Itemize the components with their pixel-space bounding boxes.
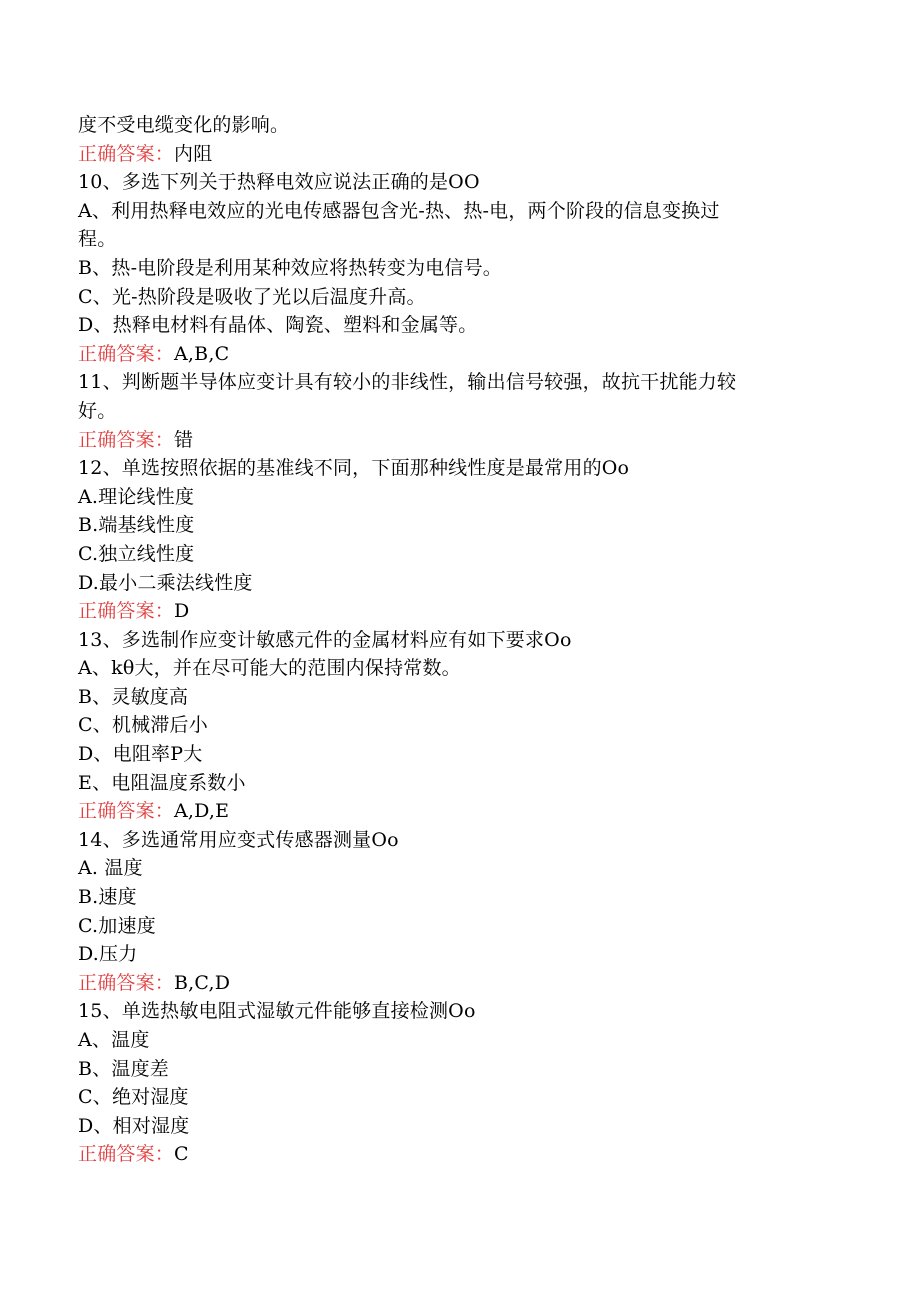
answer-label: 正确答案：: [78, 600, 175, 623]
text-line: D、相对湿度: [78, 1114, 190, 1137]
text-line: A. 温度: [78, 857, 143, 880]
text-line: B、温度差: [78, 1057, 169, 1080]
answer-value: A,B,C: [174, 342, 230, 365]
text-line: A.理论线性度: [78, 485, 195, 508]
answer-label: 正确答案：: [78, 428, 175, 451]
text-line: D.最小二乘法线性度: [78, 571, 253, 594]
answer-line: [78, 1140, 838, 1169]
text-line: C.加速度: [78, 914, 156, 937]
answer-value: 错: [174, 428, 194, 451]
answer-label: 正确答案：: [78, 800, 175, 823]
text-line: 13、多选制作应变计敏感元件的金属材料应有如下要求Oo: [78, 628, 572, 651]
text-line: 12、单选按照依据的基准线不同，下面那种线性度是最常用的Oo: [78, 457, 630, 480]
text-line: 14、多选通常用应变式传感器测量Oo: [78, 828, 399, 851]
text-line: 程。: [78, 228, 117, 251]
answer-line: [78, 340, 838, 369]
answer-line: [78, 797, 838, 826]
answer-line: [78, 597, 838, 626]
text-line: C.独立线性度: [78, 542, 195, 565]
answer-value: B,C,D: [174, 971, 231, 994]
answer-label: 正确答案：: [78, 142, 175, 165]
answer-label: 正确答案：: [78, 971, 175, 994]
answer-value: D: [174, 600, 190, 623]
text-line: A、kθ大，并在尽可能大的范围内保持常数。: [78, 657, 461, 680]
text-line: B、热-电阶段是利用某种效应将热转变为电信号。: [78, 256, 502, 279]
text-line: D、电阻率P大: [78, 743, 203, 766]
text-line: C、机械滞后小: [78, 714, 208, 737]
answer-value: C: [174, 1143, 189, 1166]
answer-value: 内阻: [174, 142, 213, 165]
text-line: 11、判断题半导体应变计具有较小的非线性，输出信号较强，故抗干扰能力较: [78, 371, 737, 394]
answer-line: [78, 140, 838, 169]
text-line: D.压力: [78, 943, 138, 966]
text-line: B.端基线性度: [78, 514, 195, 537]
text-line: B、灵敏度高: [78, 685, 189, 708]
answer-label: 正确答案：: [78, 1143, 175, 1166]
text-line: A、利用热释电效应的光电传感器包含光-热、热-电，两个阶段的信息变换过: [78, 199, 720, 222]
text-line: B.速度: [78, 886, 137, 909]
answer-line: [78, 969, 838, 998]
document-content: [78, 111, 838, 1169]
text-line: 度不受电缆变化的影响。: [78, 114, 290, 136]
text-line: C、光-热阶段是吸收了光以后温度升高。: [78, 285, 426, 308]
text-line: 10、多选下列关于热释电效应说法正确的是OO: [78, 171, 480, 194]
answer-value: A,D,E: [174, 800, 230, 823]
answer-line: [78, 426, 838, 455]
text-line: 15、单选热敏电阻式湿敏元件能够直接检测Oo: [78, 1000, 476, 1023]
text-line: E、电阻温度系数小: [78, 771, 246, 794]
text-line: C、绝对湿度: [78, 1086, 189, 1109]
text-line: D、热释电材料有晶体、陶瓷、塑料和金属等。: [78, 314, 478, 337]
answer-label: 正确答案：: [78, 342, 175, 365]
text-line: A、温度: [78, 1029, 150, 1051]
text-line: 好。: [78, 399, 117, 422]
